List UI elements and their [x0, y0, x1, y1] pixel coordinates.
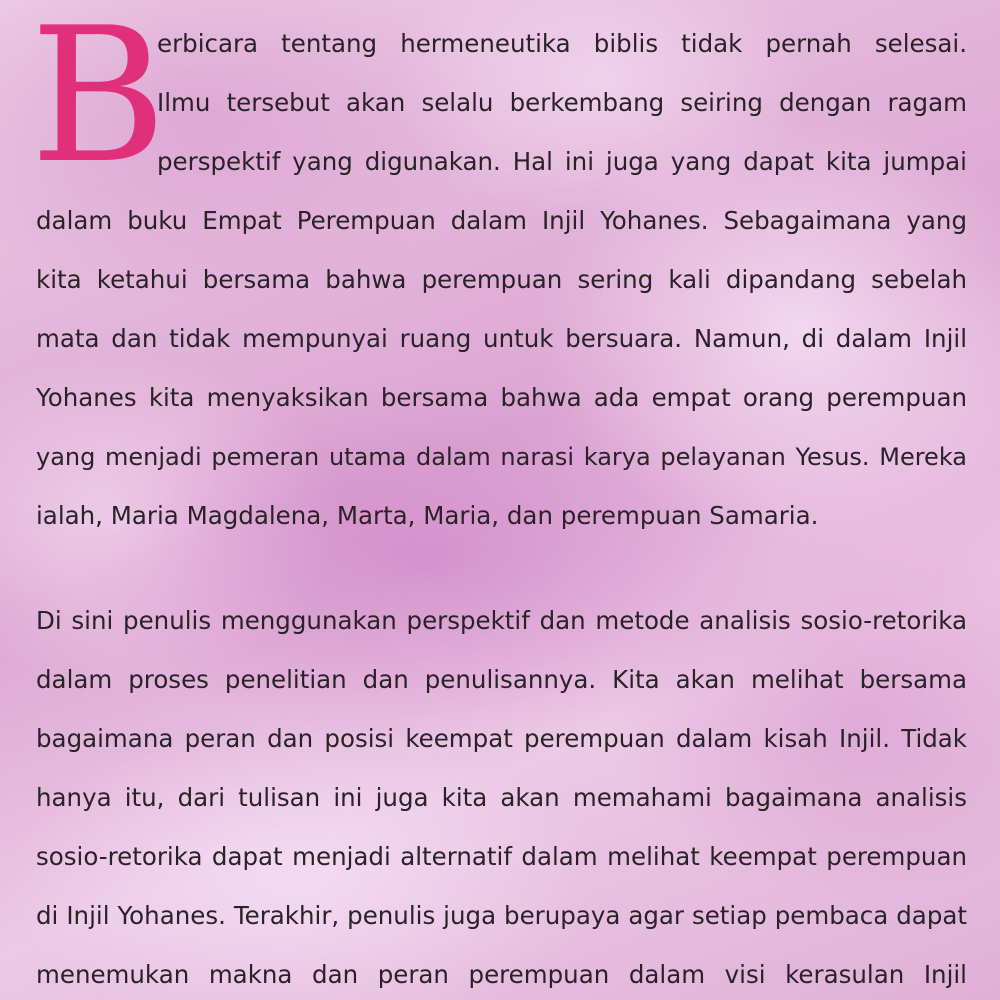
paragraph-1-line: yang menjadi pemeran utama dalam narasi karya pelayanan Yesus. Mereka	[36, 443, 967, 471]
paragraph-1-line: dalam buku Empat Perempuan dalam Injil Yohanes. Sebagaimana yang	[36, 206, 967, 235]
paragraph-2-line: di Injil Yohanes. Terakhir, penulis juga berupaya agar setiap pembaca dapat	[36, 901, 967, 930]
paragraph-2-line: bagaimana peran dan posisi keempat perempuan dalam kisah Injil. Tidak	[36, 724, 967, 753]
paragraph-1-line: perspektif yang digunakan. Hal ini juga yang dapat kita jumpai	[157, 147, 967, 176]
paragraph-2-line: menemukan makna dan peran perempuan dalam visi kerasulan Injil	[36, 960, 967, 989]
paragraph-1-line: kita ketahui bersama bahwa perempuan sering kali dipandang sebelah	[36, 265, 967, 294]
paragraph-2-line: hanya itu, dari tulisan ini juga kita akan memahami bagaimana analisis	[36, 783, 967, 812]
paragraph-2-line: Di sini penulis menggunakan perspektif dan metode analisis sosio-retorika	[36, 606, 967, 635]
drop-cap-letter: B	[30, 0, 165, 204]
paragraph-1-line: mata dan tidak mempunyai ruang untuk bersuara. Namun, di dalam Injil	[36, 324, 967, 353]
paragraph-2-line: dalam proses penelitian dan penulisannya. Kita akan melihat bersama	[36, 665, 967, 694]
paragraph-1-line: erbicara tentang hermeneutika biblis tidak pernah selesai.	[157, 29, 967, 58]
paragraph-1-line: ialah, Maria Magdalena, Marta, Maria, dan perempuan Samaria.	[36, 501, 819, 530]
paragraph-2-line: sosio-retorika dapat menjadi alternatif dalam melihat keempat perempuan	[36, 842, 967, 871]
paragraph-1-line: Yohanes kita menyaksikan bersama bahwa ada empat orang perempuan	[36, 383, 967, 412]
paragraph-1-line: Ilmu tersebut akan selalu berkembang seiring dengan ragam	[157, 88, 967, 117]
